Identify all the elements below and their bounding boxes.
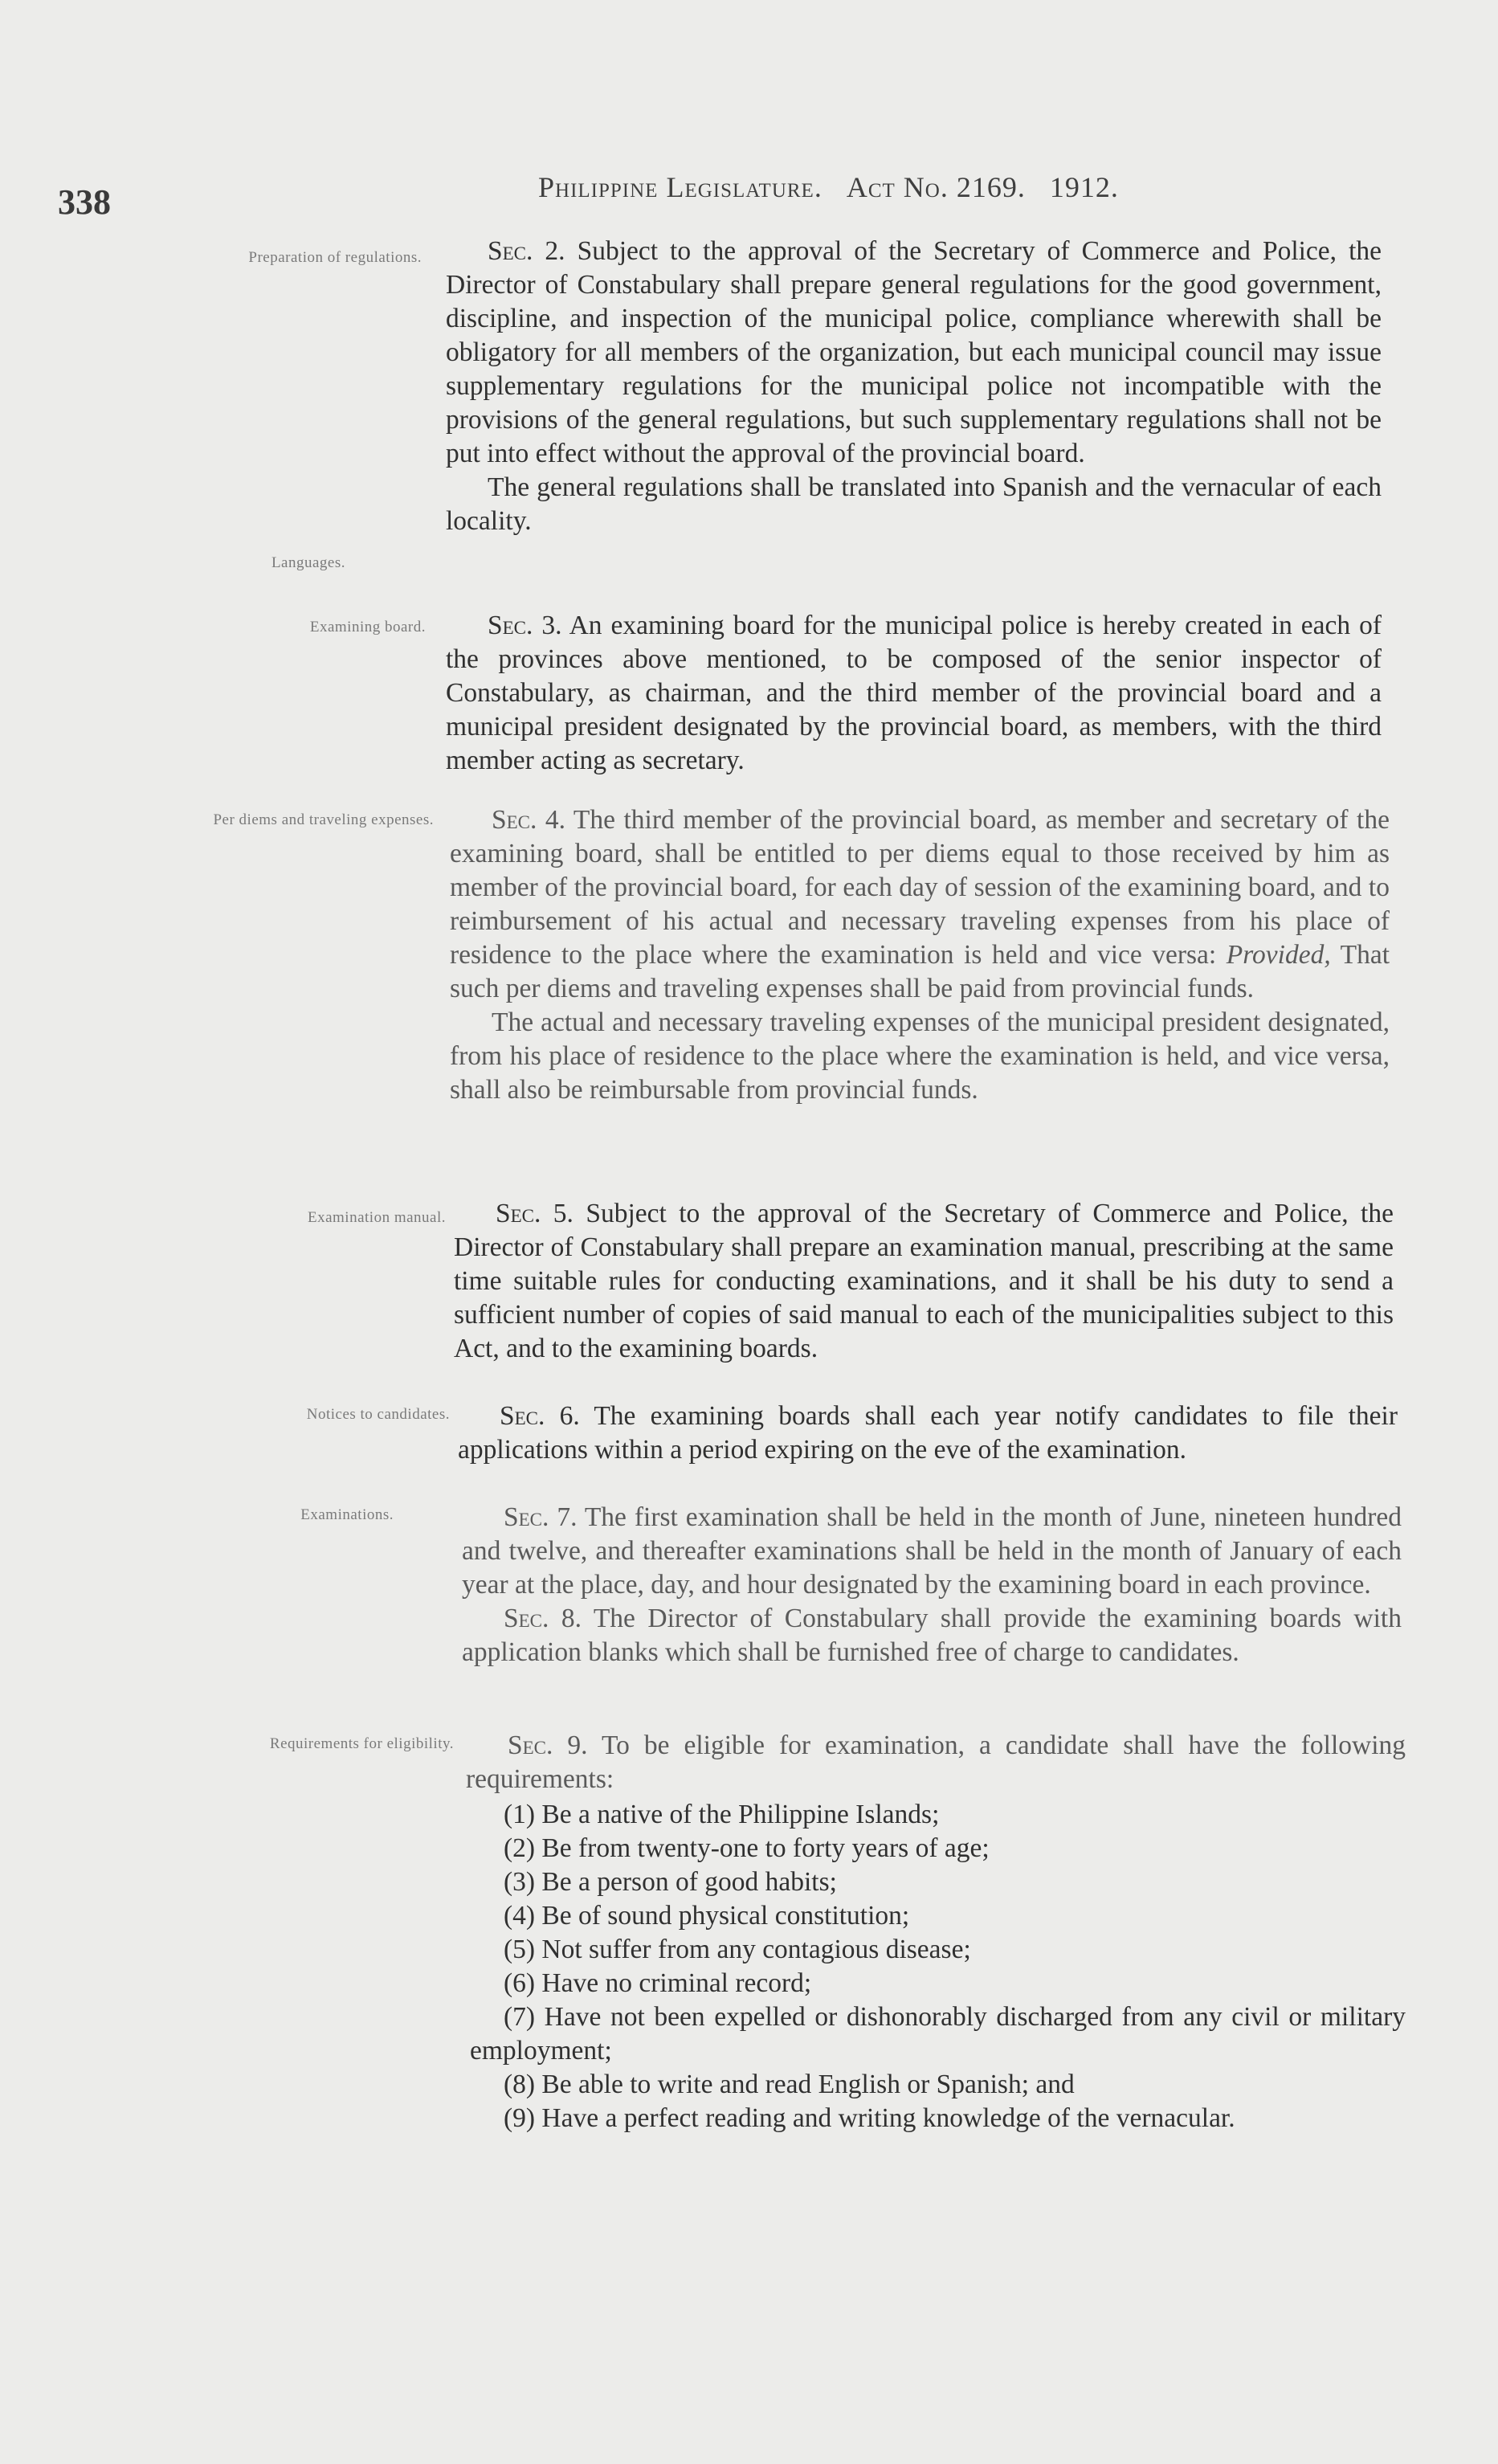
- requirement-item: (9) Have a perfect reading and writing knowledge of the vernacular.: [504, 2103, 1235, 2133]
- section-8: [462, 1602, 1402, 1669]
- requirements-list: [470, 1798, 1406, 2135]
- sidenote-preparation: Preparation of regulations.: [248, 249, 422, 266]
- section-3-block: [446, 609, 1382, 778]
- section-4: [450, 803, 1390, 1006]
- section-7: [462, 1501, 1402, 1602]
- section-4-paragraph-2: The actual and necessary traveling expenses of the municipal president designated, from his place of residence to the place where the examination is held, and vice versa, shall also be reimbursable from provincial funds.: [450, 1007, 1390, 1105]
- sidenote-examining-board: Examining board.: [309, 619, 426, 635]
- sidenote-examinations: Examinations.: [300, 1506, 394, 1523]
- provided-clause: Provided,: [1226, 940, 1331, 970]
- section-7-label: Sec. 7.: [504, 1502, 578, 1532]
- section-8-text: The Director of Constabulary shall provide the examining boards with application blanks which shall be furnished free of charge to candidates.: [462, 1604, 1402, 1667]
- section-3-text: An examining board for the municipal police is hereby created in each of the provinces above mentioned, to be composed of the senior inspector of Constabulary, as chairman, and the third member of the provincial board and a municipal president designated by the provincial board, as members, with the third member acting as secretary.: [446, 611, 1382, 775]
- sidenote-per-diems: Per diems and traveling expenses.: [213, 811, 434, 828]
- sidenote-manual: Examination manual.: [307, 1209, 446, 1226]
- section-2-label: Sec. 2.: [488, 236, 565, 266]
- section-2: [446, 235, 1382, 471]
- requirement-item: (1) Be a native of the Philippine Islands;: [504, 1800, 940, 1829]
- section-4-label: Sec. 4.: [492, 805, 566, 835]
- section-6-label: Sec. 6.: [500, 1401, 580, 1431]
- requirement-item: (3) Be a person of good habits;: [504, 1867, 837, 1897]
- section-9-text: To be eligible for examination, a candidate shall have the following requirements:: [466, 1731, 1406, 1794]
- section-5: [454, 1197, 1394, 1366]
- requirement-item: (5) Not suffer from any contagious disease;: [504, 1935, 971, 1964]
- section-7-block: [462, 1501, 1402, 1669]
- page-number: 338: [58, 182, 111, 222]
- act-year: 1912.: [1049, 171, 1119, 203]
- section-8-label: Sec. 8.: [504, 1604, 582, 1633]
- section-7-text: The first examination shall be held in the month of June, nineteen hundred and twelve, and thereafter examinations shall be held in the month of January of each year at the place, day, and hour designated by the examining board in each province.: [462, 1502, 1402, 1600]
- section-6-text: The examining boards shall each year notify candidates to file their applications within a period expiring on the eve of the examination.: [458, 1401, 1398, 1465]
- languages-paragraph: The general regulations shall be translated into Spanish and the vernacular of each locality.: [446, 472, 1382, 536]
- section-2-block: [446, 235, 1382, 538]
- section-6-block: [458, 1400, 1398, 1467]
- section-9: [466, 1729, 1406, 1796]
- section-6: [458, 1400, 1398, 1467]
- section-9-block: [466, 1729, 1406, 1796]
- section-4-text: The third member of the provincial board, as member and secretary of the examining board, shall be entitled to per diems equal to those received by him as member of the provincial board, for each day of session of the examining board, and to reimbursement of his actual and necessary traveling expenses from his place of residence to the place where the examination is held and vice versa:: [450, 805, 1390, 970]
- sidenote-languages: Languages.: [271, 554, 345, 571]
- section-2-text: Subject to the approval of the Secretary of Commerce and Police, the Director of Constabulary shall prepare general regulations for the good government, discipline, and inspection of the municipal police, compliance wherewith shall be obligatory for all members of the organization, but each municipal council may issue supplementary regulations for the municipal police not incompatible with the provisions of the general regulations, but such supplementary regulations shall not be put into effect without the approval of the provincial board.: [446, 236, 1382, 468]
- section-5-text: Subject to the approval of the Secretary of Commerce and Police, the Director of Constabulary shall prepare an examination manual, prescribing at the same time suitable rules for conducting examinations, and it shall be his duty to send a sufficient number of copies of said manual to each of the municipalities subject to this Act, and to the examining boards.: [454, 1199, 1394, 1363]
- requirement-item: (4) Be of sound physical constitution;: [504, 1901, 910, 1931]
- sidenote-notices: Notices to candidates.: [306, 1406, 450, 1423]
- requirement-item: (6) Have no criminal record;: [504, 1968, 812, 1998]
- section-3: [446, 609, 1382, 778]
- section-4-tail: That such per diems and traveling expenses shall be paid from provincial funds.: [450, 940, 1390, 1003]
- requirement-item: (7) Have not been expelled or dishonorably discharged from any civil or military employment;: [470, 2002, 1406, 2066]
- sidenote-requirements: Requirements for eligibility.: [269, 1735, 454, 1752]
- section-5-block: [454, 1197, 1394, 1366]
- section-9-label: Sec. 9.: [508, 1731, 588, 1760]
- act-number: Act No. 2169.: [846, 171, 1026, 203]
- running-head: [538, 170, 1119, 204]
- legislature-title: Philippine Legislature.: [538, 171, 822, 203]
- section-4-block: [450, 803, 1390, 1107]
- requirement-item: (2) Be from twenty-one to forty years of age;: [504, 1833, 990, 1863]
- requirement-item: (8) Be able to write and read English or Spanish; and: [504, 2070, 1075, 2099]
- section-5-label: Sec. 5.: [496, 1199, 573, 1228]
- section-3-label: Sec. 3.: [488, 611, 562, 640]
